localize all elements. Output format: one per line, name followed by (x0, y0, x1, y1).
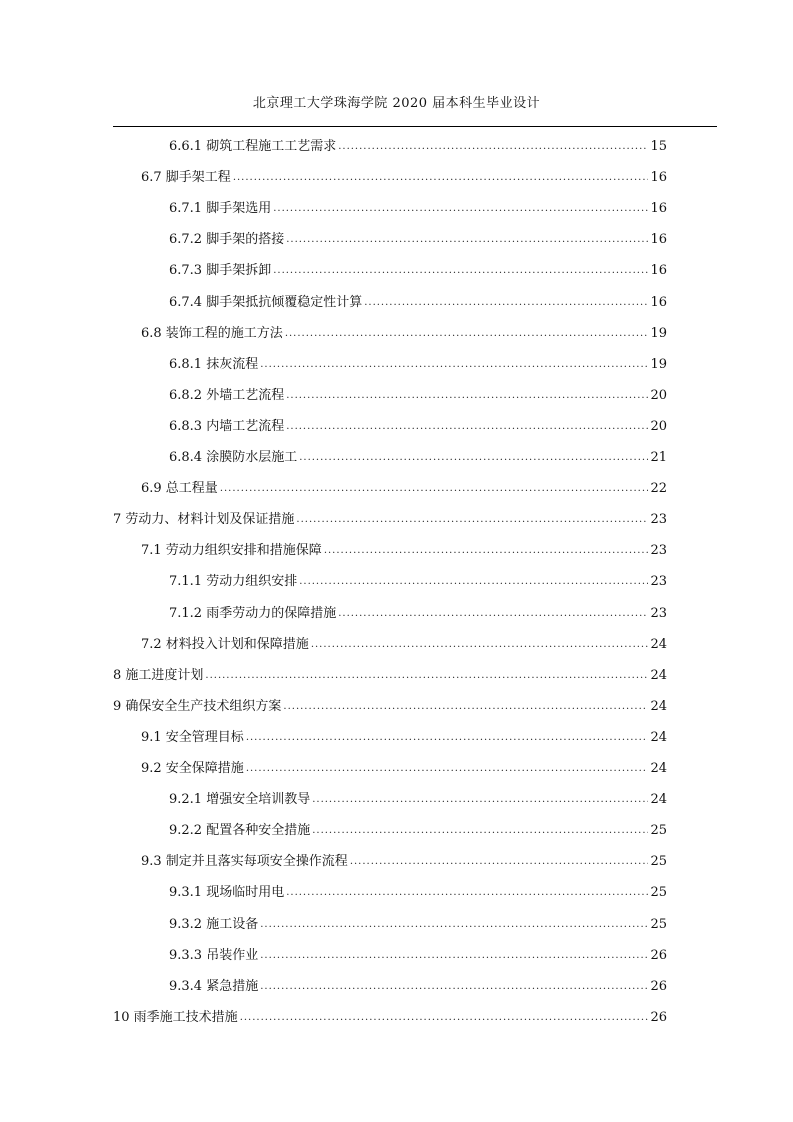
toc-dot-leader (220, 482, 649, 496)
toc-entry-page-number: 26 (650, 947, 667, 963)
toc-entry-title: 6.9 总工程量 (141, 481, 218, 497)
toc-entry[interactable] (169, 601, 667, 621)
toc-entry-title: 9.3.1 现场临时用电 (169, 885, 285, 901)
toc-dot-leader (299, 451, 648, 465)
toc-entry-title: 6.8.2 外墙工艺流程 (169, 387, 285, 403)
toc-dot-leader (286, 233, 648, 247)
toc-entry-title: 10 雨季施工技术措施 (113, 1009, 238, 1025)
toc-entry-page-number: 24 (650, 667, 667, 683)
toc-entry[interactable] (169, 383, 667, 403)
toc-dot-leader (324, 544, 649, 558)
toc-entry-page-number: 16 (650, 170, 667, 186)
toc-entry[interactable] (169, 974, 667, 994)
toc-entry-title: 6.7.4 脚手架抵抗倾覆稳定性计算 (169, 294, 363, 310)
toc-entry-page-number: 20 (650, 418, 667, 434)
toc-entry-title: 7.1.2 雨季劳动力的保障措施 (169, 605, 337, 621)
toc-entry[interactable] (169, 787, 667, 807)
toc-entry-page-number: 24 (650, 761, 667, 776)
toc-entry-title: 6.6.1 砌筑工程施工工艺需求 (169, 139, 337, 154)
toc-entry-title: 6.8.1 抹灰流程 (169, 356, 259, 372)
toc-dot-leader (338, 607, 648, 621)
toc-entry[interactable] (141, 538, 667, 558)
toc-dot-leader (312, 824, 648, 838)
toc-entry-title: 7.2 材料投入计划和保障措施 (141, 636, 309, 652)
toc-entry-title: 7 劳动力、材料计划及保证措施 (113, 512, 295, 528)
toc-dot-leader (233, 171, 649, 185)
toc-entry-page-number: 24 (650, 636, 667, 652)
toc-entry[interactable] (141, 632, 667, 652)
toc-entry[interactable] (141, 476, 667, 496)
toc-dot-leader (246, 731, 649, 745)
toc-dot-leader (286, 886, 648, 900)
toc-entry[interactable] (141, 321, 667, 341)
toc-dot-leader (260, 949, 648, 963)
toc-entry[interactable] (169, 290, 667, 310)
toc-entry[interactable] (169, 196, 667, 216)
toc-entry-page-number: 20 (650, 387, 667, 403)
toc-entry[interactable] (169, 569, 667, 589)
toc-entry[interactable] (113, 663, 667, 683)
toc-dot-leader (205, 669, 648, 683)
toc-entry[interactable] (169, 227, 667, 247)
toc-entry[interactable] (169, 414, 667, 434)
toc-entry-page-number: 16 (650, 201, 667, 217)
toc-entry-page-number: 26 (650, 978, 667, 994)
toc-entry-title: 6.7.3 脚手架拆卸 (169, 263, 272, 279)
toc-dot-leader (364, 296, 648, 310)
toc-entry-page-number: 23 (650, 512, 667, 528)
toc-dot-leader (283, 700, 648, 714)
toc-dot-leader (285, 327, 649, 341)
toc-entry[interactable] (141, 725, 667, 745)
toc-entry[interactable] (169, 352, 667, 372)
toc-entry-page-number: 24 (650, 729, 667, 745)
toc-entry[interactable] (169, 912, 667, 932)
toc-dot-leader (273, 202, 648, 216)
toc-entry-page-number: 24 (650, 698, 667, 714)
toc-dot-leader (350, 855, 649, 869)
toc-entry-title: 9.2 安全保障措施 (141, 761, 244, 776)
toc-entry-page-number: 25 (650, 885, 667, 901)
toc-dot-leader (312, 793, 648, 807)
toc-dot-leader (260, 980, 648, 994)
toc-dot-leader (296, 513, 648, 527)
toc-entry[interactable] (169, 134, 667, 154)
toc-dot-leader (338, 140, 648, 154)
toc-entry-page-number: 19 (650, 356, 667, 372)
toc-dot-leader (311, 638, 649, 652)
toc-entry-title: 9 确保安全生产技术组织方案 (113, 698, 282, 714)
toc-entry-page-number: 23 (650, 574, 667, 590)
toc-entry-title: 7.1.1 劳动力组织安排 (169, 574, 298, 590)
toc-entry-page-number: 22 (650, 481, 667, 497)
toc-entry[interactable] (141, 756, 667, 776)
toc-entry-title: 9.3 制定并且落实每项安全操作流程 (141, 854, 348, 870)
toc-entry-page-number: 24 (650, 792, 667, 808)
toc-entry[interactable] (141, 849, 667, 869)
header-rule (113, 126, 717, 127)
toc-entry-title: 6.8.3 内墙工艺流程 (169, 418, 285, 434)
toc-entry[interactable] (113, 507, 667, 527)
toc-dot-leader (286, 420, 648, 434)
toc-entry-title: 6.8.4 涂膜防水层施工 (169, 450, 298, 465)
toc-dot-leader (273, 264, 648, 278)
toc-entry-page-number: 16 (650, 232, 667, 248)
toc-entry-title: 6.7 脚手架工程 (141, 170, 231, 186)
toc-entry-title: 6.7.2 脚手架的搭接 (169, 232, 285, 248)
toc-entry[interactable] (169, 880, 667, 900)
toc-entry-page-number: 16 (650, 263, 667, 279)
toc-entry-page-number: 25 (650, 823, 667, 839)
toc-entry-title: 9.3.4 紧急措施 (169, 978, 259, 994)
toc-entry-title: 7.1 劳动力组织安排和措施保障 (141, 543, 322, 559)
toc-entry-title: 6.8 装饰工程的施工方法 (141, 325, 283, 341)
page-header: 北京理工大学珠海学院 2020 届本科生毕业设计 (252, 96, 541, 111)
toc-entry[interactable] (169, 445, 667, 465)
toc-entry[interactable] (113, 694, 667, 714)
toc-entry[interactable] (113, 1005, 667, 1025)
toc-entry-title: 9.2.1 增强安全培训教导 (169, 792, 311, 808)
toc-entry[interactable] (141, 165, 667, 185)
toc-entry-page-number: 25 (650, 854, 667, 870)
toc-entry-page-number: 23 (650, 543, 667, 559)
toc-dot-leader (260, 358, 648, 372)
toc-entry-page-number: 23 (650, 605, 667, 621)
toc-entry-title: 9.3.3 吊装作业 (169, 947, 259, 963)
toc-dot-leader (260, 918, 648, 932)
toc-entry-title: 6.7.1 脚手架选用 (169, 201, 272, 217)
toc-entry-page-number: 21 (650, 450, 667, 465)
toc-entry-page-number: 19 (650, 325, 667, 341)
toc-dot-leader (246, 762, 649, 776)
toc-dot-leader (299, 575, 648, 589)
toc-entry-title: 8 施工进度计划 (113, 667, 204, 683)
toc-entry[interactable] (169, 258, 667, 278)
toc-dot-leader (286, 389, 648, 403)
toc-entry-page-number: 26 (650, 1009, 667, 1025)
toc-entry[interactable] (169, 818, 667, 838)
toc-entry-page-number: 25 (650, 916, 667, 932)
toc-dot-leader (240, 1011, 649, 1025)
toc-entry[interactable] (169, 943, 667, 963)
toc-entry-page-number: 15 (650, 139, 667, 154)
toc-entry-title: 9.3.2 施工设备 (169, 916, 259, 932)
toc-entry-title: 9.1 安全管理目标 (141, 729, 244, 745)
toc-entry-title: 9.2.2 配置各种安全措施 (169, 823, 311, 839)
toc-entry-page-number: 16 (650, 294, 667, 310)
